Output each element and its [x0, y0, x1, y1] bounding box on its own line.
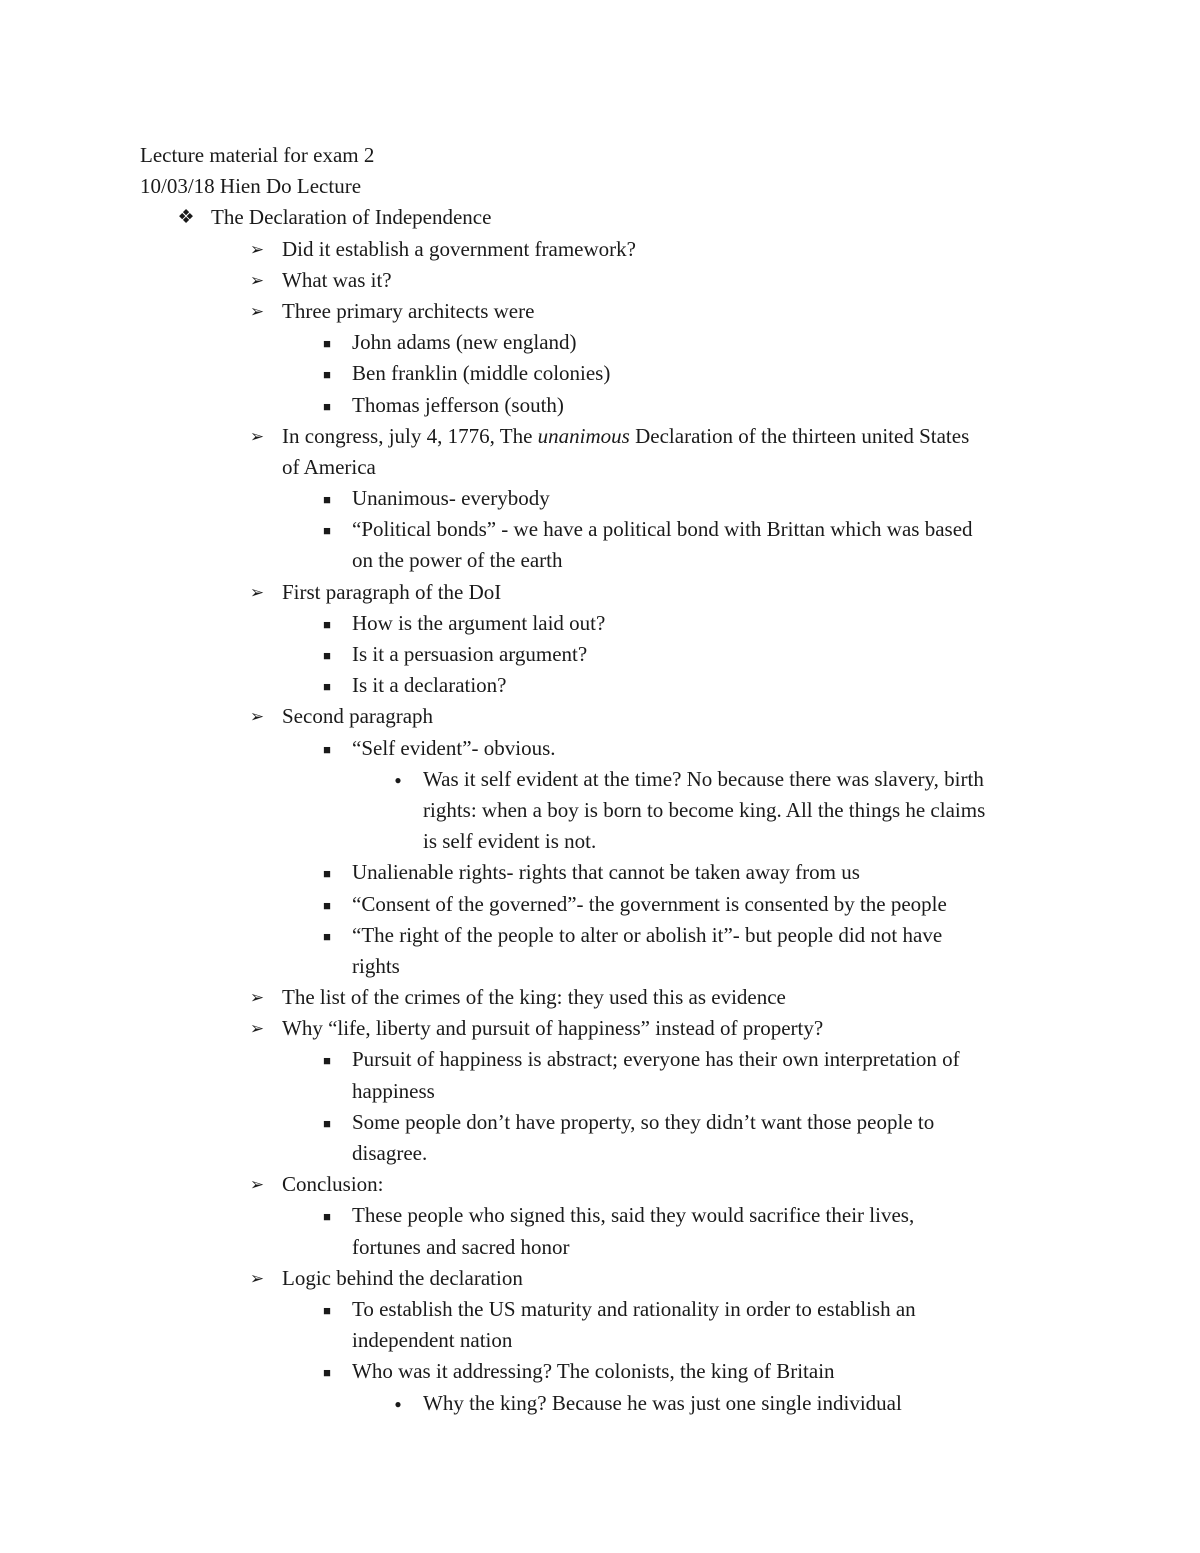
- list-item-text: The list of the crimes of the king: they used this as evidence: [282, 985, 786, 1010]
- list-item: [0, 1294, 1200, 1325]
- list-item-text: Unanimous- everybody: [352, 486, 550, 511]
- list-item-text: Who was it addressing? The colonists, the king of Britain: [352, 1359, 835, 1384]
- list-item-text: “The right of the people to alter or abolish it”- but people did not have: [352, 922, 943, 947]
- list-item: [0, 1013, 1200, 1044]
- document-body: [0, 140, 1200, 1419]
- list-item-text: “Political bonds” - we have a political bond with Brittan which was based: [352, 517, 973, 542]
- square-bullet-icon: ■: [323, 1053, 331, 1069]
- text-segment: In congress, july 4, 1776, The: [282, 423, 538, 448]
- square-bullet-icon: ■: [323, 1209, 331, 1225]
- list-item-text: on the power of the earth: [352, 548, 563, 573]
- emphasis-text: unanimous: [537, 423, 630, 448]
- list-item-text: Logic behind the declaration: [282, 1265, 523, 1290]
- list-item-continuation: [0, 1325, 1200, 1356]
- dot-bullet-icon: ●: [394, 1396, 402, 1411]
- list-item: [0, 733, 1200, 764]
- list-item-text: Conclusion:: [282, 1172, 384, 1197]
- square-bullet-icon: ■: [323, 616, 331, 632]
- list-item-text: Unalienable rights- rights that cannot be taken away from us: [352, 860, 860, 885]
- square-bullet-icon: ■: [323, 336, 331, 352]
- list-item-text: To establish the US maturity and rationality in order to establish an: [352, 1296, 916, 1321]
- list-item-continuation: [0, 826, 1200, 857]
- list-item: [0, 483, 1200, 514]
- list-item-text: fortunes and sacred honor: [352, 1234, 570, 1259]
- list-item: [0, 421, 1200, 452]
- square-bullet-icon: ■: [323, 679, 331, 695]
- list-item-text: Thomas jefferson (south): [352, 392, 564, 417]
- arrow-bullet-icon: ➢: [249, 1268, 265, 1288]
- list-item-continuation: [0, 1232, 1200, 1263]
- arrow-bullet-icon: ➢: [249, 582, 265, 602]
- list-item-continuation: [0, 1076, 1200, 1107]
- list-item-text: of America: [282, 454, 376, 479]
- list-item-text: Ben franklin (middle colonies): [352, 361, 611, 386]
- square-bullet-icon: ■: [323, 741, 331, 757]
- list-item: [0, 701, 1200, 732]
- list-item: [0, 390, 1200, 421]
- list-item-text: Why “life, liberty and pursuit of happiness” instead of property?: [282, 1016, 824, 1041]
- list-item: [0, 1200, 1200, 1231]
- list-item: [0, 1356, 1200, 1387]
- list-item: [0, 920, 1200, 951]
- arrow-bullet-icon: ➢: [249, 1019, 265, 1039]
- list-item: [0, 1388, 1200, 1419]
- arrow-bullet-icon: ➢: [249, 239, 265, 259]
- list-item-continuation: [0, 795, 1200, 826]
- list-item-text: Second paragraph: [282, 704, 434, 729]
- list-item: [0, 1044, 1200, 1075]
- list-item: [0, 234, 1200, 265]
- list-item-text: Was it self evident at the time? No because there was slavery, birth: [423, 766, 984, 791]
- square-bullet-icon: ■: [323, 367, 331, 383]
- list-item-text: Why the king? Because he was just one single individual: [423, 1390, 902, 1415]
- square-bullet-icon: ■: [323, 523, 331, 539]
- doc-title: Lecture material for exam 2: [140, 143, 375, 167]
- list-item-text: Is it a persuasion argument?: [352, 642, 588, 666]
- list-item: [0, 1263, 1200, 1294]
- list-item: [0, 514, 1200, 545]
- doc-title-line: [0, 140, 1200, 171]
- list-item-text: rights: when a boy is born to become king. All the things he claims: [423, 797, 986, 822]
- arrow-bullet-icon: ➢: [249, 707, 265, 727]
- dot-bullet-icon: ●: [394, 772, 402, 787]
- square-bullet-icon: ■: [323, 492, 331, 508]
- list-item-text: John adams (new england): [352, 330, 577, 355]
- square-bullet-icon: ■: [323, 1302, 331, 1318]
- list-item-text: [282, 421, 969, 452]
- square-bullet-icon: ■: [323, 1365, 331, 1381]
- square-bullet-icon: ■: [323, 928, 331, 944]
- list-item: [0, 358, 1200, 389]
- list-item-text: “Consent of the governed”- the government is consented by the people: [352, 891, 947, 916]
- list-item-text: disagree.: [352, 1141, 428, 1165]
- list-item-text: How is the argument laid out?: [352, 610, 606, 635]
- square-bullet-icon: ■: [323, 648, 331, 663]
- list-item: [0, 857, 1200, 888]
- list-item-text: These people who signed this, said they would sacrifice their lives,: [352, 1203, 915, 1228]
- list-item: [0, 1107, 1200, 1138]
- list-item: [0, 982, 1200, 1013]
- list-item-continuation: [0, 1138, 1200, 1169]
- list-item: [0, 889, 1200, 920]
- list-item-text: Some people don’t have property, so they didn’t want those people to: [352, 1109, 935, 1134]
- arrow-bullet-icon: ➢: [249, 1175, 265, 1195]
- list-item-text: What was it?: [282, 267, 392, 292]
- list-item-text: rights: [352, 953, 400, 978]
- list-item-text: Pursuit of happiness is abstract; everyone has their own interpretation of: [352, 1047, 960, 1072]
- list-item-text: Did it establish a government framework?: [282, 236, 636, 261]
- topic-heading: The Declaration of Independence: [211, 205, 492, 230]
- list-item: [0, 577, 1200, 608]
- list-item-continuation: [0, 545, 1200, 576]
- list-item-continuation: [0, 951, 1200, 982]
- square-bullet-icon: ■: [323, 398, 331, 414]
- list-item: [0, 670, 1200, 701]
- lecture-date-line: [0, 171, 1200, 202]
- list-item: [0, 296, 1200, 327]
- arrow-bullet-icon: ➢: [249, 301, 265, 321]
- list-item-text: “Self evident”- obvious.: [352, 735, 556, 760]
- list-item-text: First paragraph of the DoI: [282, 579, 502, 604]
- square-bullet-icon: ■: [323, 897, 331, 913]
- list-item: [0, 327, 1200, 358]
- arrow-bullet-icon: ➢: [249, 270, 265, 290]
- list-item-text: happiness: [352, 1078, 435, 1103]
- list-item: [0, 202, 1200, 233]
- list-item-continuation: [0, 452, 1200, 483]
- list-item: [0, 764, 1200, 795]
- list-item: [0, 1169, 1200, 1200]
- arrow-bullet-icon: ➢: [249, 988, 265, 1008]
- lecture-date: 10/03/18 Hien Do Lecture: [140, 174, 362, 199]
- list-item-text: Three primary architects were: [282, 298, 535, 323]
- square-bullet-icon: ■: [323, 1115, 331, 1131]
- square-bullet-icon: ■: [323, 866, 331, 882]
- list-item: [0, 608, 1200, 639]
- arrow-bullet-icon: ➢: [249, 426, 265, 446]
- list-item: [0, 639, 1200, 670]
- list-item-text: is self evident is not.: [423, 829, 597, 854]
- list-item: [0, 265, 1200, 296]
- diamond-bullet-icon: ❖: [177, 207, 195, 229]
- list-item-text: independent nation: [352, 1328, 513, 1353]
- text-segment: Declaration of the thirteen united States: [629, 423, 970, 448]
- list-item-text: Is it a declaration?: [352, 673, 507, 698]
